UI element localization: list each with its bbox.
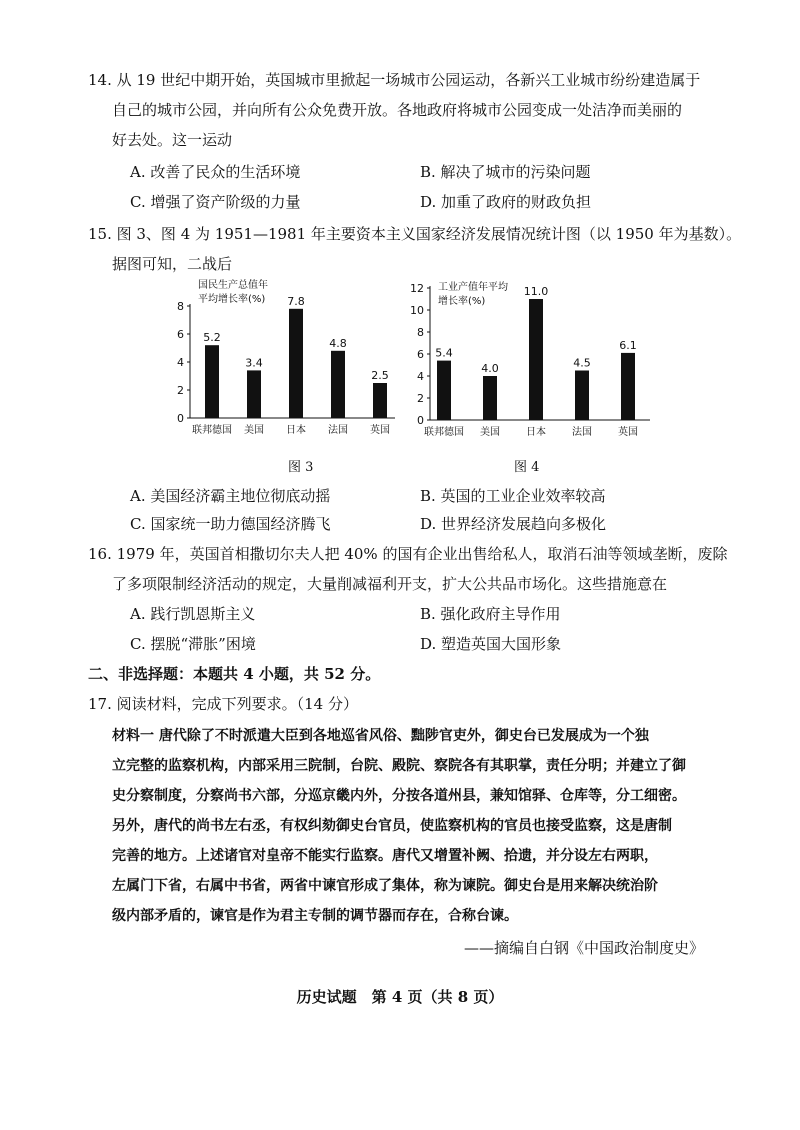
y-axis-label: 国民生产总值年 bbox=[198, 280, 268, 291]
q17-material-line-4: 另外，唐代的尚书左右丞，有权纠劾御史台官员，使监察机构的官员也接受监察，这是唐制 bbox=[112, 818, 672, 834]
bar bbox=[483, 376, 497, 420]
y-tick-label: 4 bbox=[417, 370, 424, 383]
y-tick-label: 0 bbox=[177, 412, 184, 425]
bar bbox=[289, 309, 303, 418]
section-2-heading: 二、非选择题：本题共 4 小题，共 52 分。 bbox=[88, 665, 381, 683]
bar bbox=[247, 370, 261, 418]
bar bbox=[437, 361, 451, 420]
y-axis-label: 平均增长率(%) bbox=[198, 294, 266, 305]
y-tick-label: 2 bbox=[417, 392, 424, 405]
bar-value-label: 5.2 bbox=[203, 331, 221, 345]
q14-option-d: D. 加重了政府的财政负担 bbox=[420, 193, 592, 211]
y-tick-label: 12 bbox=[410, 282, 424, 295]
q17-intro: 17. 阅读材料，完成下列要求。（14 分） bbox=[88, 695, 358, 713]
q17-material-line-7: 级内部矛盾的，谏官是作为君主专制的调节器而存在，合称台谏。 bbox=[112, 908, 518, 924]
q17-material-line-6: 左属门下省，右属中书省，两省中谏官形成了集体，称为谏院。御史台是用来解决统治阶 bbox=[112, 878, 658, 894]
q16-option-a: A. 践行凯恩斯主义 bbox=[130, 605, 256, 623]
y-tick-label: 4 bbox=[177, 356, 184, 369]
bar-value-label: 4.0 bbox=[481, 362, 499, 375]
category-label: 联邦德国 bbox=[424, 427, 464, 438]
q14-option-c: C. 增强了资产阶级的力量 bbox=[130, 193, 301, 211]
bar bbox=[205, 345, 219, 418]
q16-option-c: C. 摆脱“滞胀”困境 bbox=[130, 635, 256, 653]
y-tick-label: 6 bbox=[417, 348, 424, 361]
figure-4-caption: 图 4 bbox=[514, 460, 540, 475]
q14-option-a: A. 改善了民众的生活环境 bbox=[130, 163, 301, 181]
q15-option-c: C. 国家统一助力德国经济腾飞 bbox=[130, 515, 331, 533]
q15-option-d: D. 世界经济发展趋向多极化 bbox=[420, 515, 607, 533]
category-label: 美国 bbox=[480, 427, 500, 438]
y-axis-label: 工业产值年平均 bbox=[438, 282, 508, 293]
y-tick-label: 2 bbox=[177, 384, 184, 397]
bar-value-label: 7.8 bbox=[287, 294, 305, 308]
bar-value-label: 3.4 bbox=[245, 356, 263, 370]
q17-source: ——摘编自白钢《中国政治制度史》 bbox=[464, 939, 705, 957]
q16-option-b: B. 强化政府主导作用 bbox=[420, 605, 561, 623]
bar bbox=[373, 383, 387, 418]
y-tick-label: 8 bbox=[177, 300, 184, 313]
figure-3-chart bbox=[160, 278, 405, 448]
bar-value-label: 5.4 bbox=[435, 346, 453, 360]
bar bbox=[621, 353, 635, 420]
category-label: 法国 bbox=[572, 427, 592, 438]
q15-line-2: 据图可知，二战后 bbox=[112, 255, 233, 273]
q15-option-a: A. 美国经济霸主地位彻底动摇 bbox=[130, 487, 331, 505]
figure-4-chart bbox=[400, 280, 660, 450]
q14-line-2: 自己的城市公园，并向所有公众免费开放。各地政府将城市公园变成一处洁净而美丽的 bbox=[112, 101, 683, 119]
y-tick-label: 0 bbox=[417, 414, 424, 427]
bar-value-label: 4.8 bbox=[329, 336, 347, 350]
category-label: 法国 bbox=[328, 425, 348, 436]
bar bbox=[575, 371, 589, 421]
q17-material-line-5: 完善的地方。上述诸官对皇帝不能实行监察。唐代又增置补阙、拾遗，并分设左右两职， bbox=[112, 848, 658, 864]
bar-value-label: 11.0 bbox=[523, 285, 549, 298]
q16-option-d: D. 塑造英国大国形象 bbox=[420, 635, 562, 653]
q17-material-line-1: 材料一 唐代除了不时派遣大臣到各地巡省风俗、黜陟官吏外，御史台已发展成为一个独 bbox=[112, 728, 649, 744]
y-axis-label: 增长率(%) bbox=[438, 296, 486, 307]
y-tick-label: 10 bbox=[410, 304, 424, 317]
bar bbox=[331, 351, 345, 418]
q15-line-1: 15. 图 3、图 4 为 1951—1981 年主要资本主义国家经济发展情况统计图（以 1950 年为基数）。 bbox=[88, 225, 742, 243]
q15-option-b: B. 英国的工业企业效率较高 bbox=[420, 487, 606, 505]
category-label: 英国 bbox=[618, 427, 638, 438]
q14-option-b: B. 解决了城市的污染问题 bbox=[420, 163, 591, 181]
q17-material-line-2: 立完整的监察机构，内部采用三院制，台院、殿院、察院各有其职掌，责任分明；并建立了御 bbox=[112, 758, 686, 774]
figure-3-caption: 图 3 bbox=[288, 460, 314, 475]
category-label: 美国 bbox=[244, 425, 264, 436]
q17-material-line-3: 史分察制度，分察尚书六部，分巡京畿内外，分按各道州县，兼知馆驿、仓库等，分工细密。 bbox=[112, 788, 686, 804]
y-tick-label: 8 bbox=[417, 326, 424, 339]
category-label: 日本 bbox=[526, 427, 546, 438]
bar-value-label: 2.5 bbox=[371, 369, 389, 382]
bar-value-label: 4.5 bbox=[573, 356, 591, 370]
category-label: 联邦德国 bbox=[192, 425, 232, 436]
y-tick-label: 6 bbox=[177, 328, 184, 341]
q14-line-1: 14. 从 19 世纪中期开始，英国城市里掀起一场城市公园运动，各新兴工业城市纷纷建造属于 bbox=[88, 71, 701, 89]
q14-line-3: 好去处。这一运动 bbox=[112, 131, 233, 149]
category-label: 英国 bbox=[370, 425, 390, 436]
page-footer: 历史试题 第 4 页（共 8 页） bbox=[296, 988, 504, 1006]
bar bbox=[529, 299, 543, 420]
q16-line-2: 了多项限制经济活动的规定，大量削减福利开支，扩大公共品市场化。这些措施意在 bbox=[112, 575, 668, 593]
bar-value-label: 6.1 bbox=[619, 338, 637, 352]
category-label: 日本 bbox=[286, 425, 306, 436]
q16-line-1: 16. 1979 年，英国首相撒切尔夫人把 40% 的国有企业出售给私人，取消石油等领域垄断，废除 bbox=[88, 545, 728, 563]
